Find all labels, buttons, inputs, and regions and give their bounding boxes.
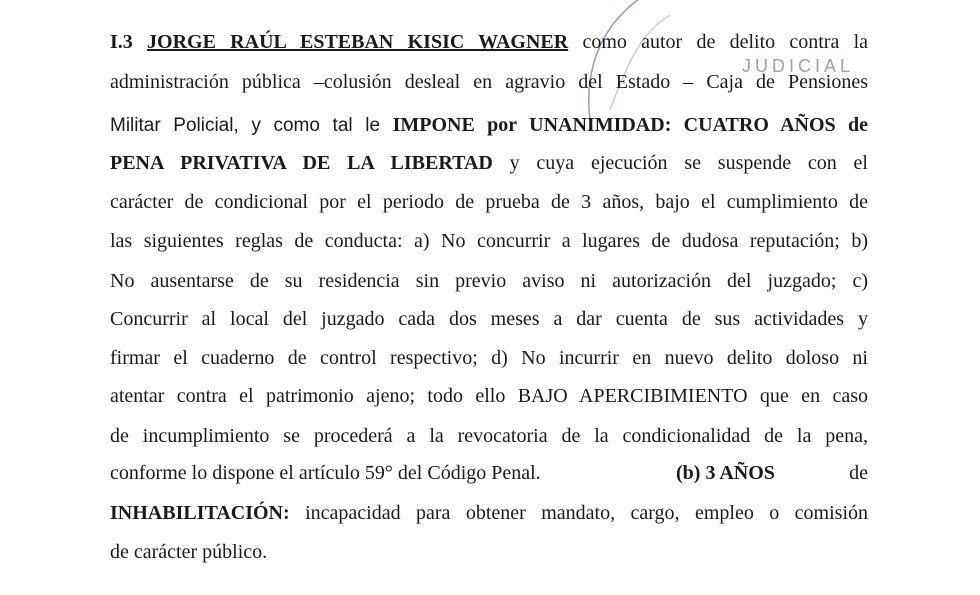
line-13-text: incapacidad para obtener mandato, cargo, empleo o comisión <box>289 502 868 524</box>
disqualification-label: INHABILITACIÓN: <box>110 502 290 524</box>
line-4 <box>110 150 868 176</box>
line-14: de carácter público. <box>110 541 268 563</box>
line-2: administración pública –colusión desleal en agravio del Estado – Caja de Pensiones <box>110 71 868 93</box>
line-12-end: de <box>849 462 868 484</box>
line-13 <box>110 500 868 526</box>
line-1-text: como autor de delito contra la <box>568 31 869 53</box>
disqualification-term: (b) 3 AÑOS <box>676 462 775 484</box>
line-3 <box>110 112 868 139</box>
stamp-text: JUDICIAL <box>742 56 855 76</box>
section-number: I.3 <box>110 31 133 53</box>
line-9: firmar el cuaderno de control respectivo; d) No incurrir en nuevo delito doloso ni <box>110 347 868 369</box>
line-12-text: conforme lo dispone el artículo 59° del Código Penal. <box>110 462 541 484</box>
line-11: de incumplimiento se procederá a la revocatoria de la condicionalidad de la pena, <box>110 425 868 447</box>
line-12 <box>110 460 868 486</box>
line-8: Concurrir al local del juzgado cada dos meses a dar cuenta de sus actividades y <box>110 308 868 330</box>
line-3-text: Militar Policial, y como tal le <box>110 115 393 136</box>
line-10: atentar contra el patrimonio ajeno; todo ello BAJO APERCIBIMIENTO que en caso <box>110 385 868 407</box>
line-6: las siguientes reglas de conducta: a) No concurrir a lugares de dudosa reputación; b) <box>110 230 868 252</box>
line-1 <box>110 29 868 55</box>
sentence-imposed: IMPONE por UNANIMIDAD: CUATRO AÑOS de <box>392 114 868 136</box>
defendant-name: JORGE RAÚL ESTEBAN KISIC WAGNER <box>147 31 569 53</box>
line-5: carácter de condicional por el periodo de prueba de 3 años, bajo el cumplimiento de <box>110 191 868 213</box>
sentence-type: PENA PRIVATIVA DE LA LIBERTAD <box>110 152 493 174</box>
line-4-text: y cuya ejecución se suspende con el <box>492 152 868 174</box>
line-7: No ausentarse de su residencia sin previo aviso ni autorización del juzgado; c) <box>110 270 868 292</box>
